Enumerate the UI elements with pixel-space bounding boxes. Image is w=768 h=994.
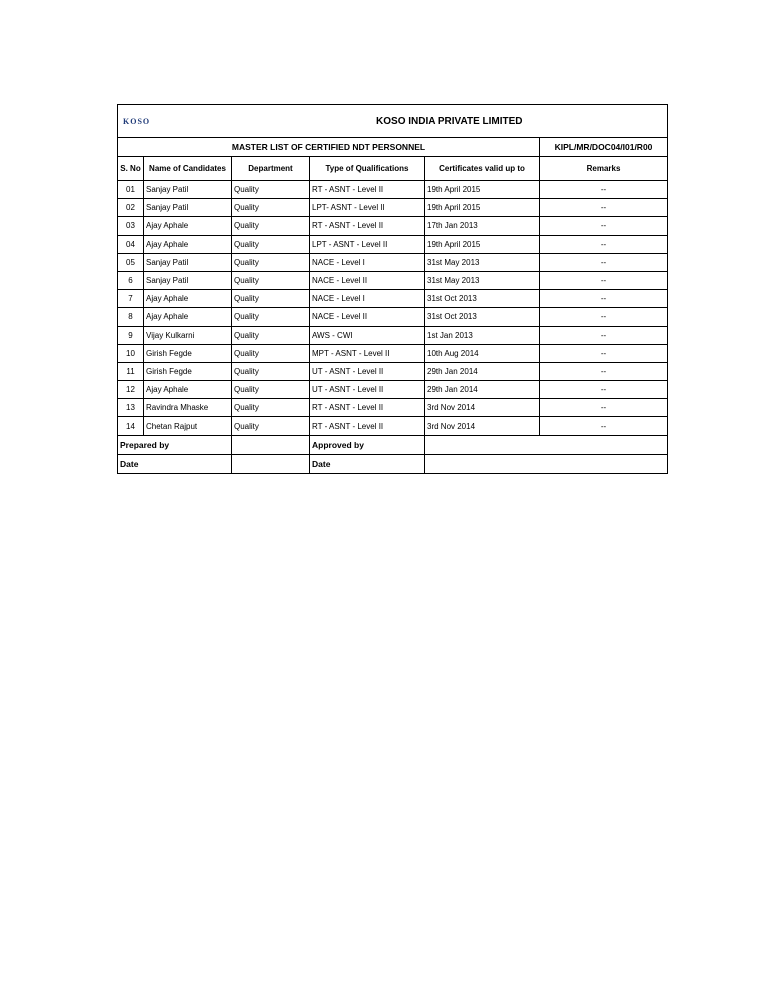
cell-qualification: LPT- ASNT - Level II (310, 199, 425, 217)
cell-remarks: -- (540, 381, 668, 399)
table-row (118, 271, 668, 289)
cell-remarks: -- (540, 399, 668, 417)
cell-sno: 01 (118, 181, 144, 199)
table-row (118, 381, 668, 399)
company-logo: KOSO (118, 105, 232, 138)
column-header-name: Name of Candidates (144, 157, 232, 181)
cell-sno: 12 (118, 381, 144, 399)
cell-valid-until: 31st May 2013 (425, 271, 540, 289)
cell-sno: 13 (118, 399, 144, 417)
title-row (118, 138, 668, 157)
approved-by-value (425, 435, 668, 454)
table-row (118, 362, 668, 380)
cell-valid-until: 31st Oct 2013 (425, 290, 540, 308)
cell-department: Quality (232, 417, 310, 435)
cell-remarks: -- (540, 235, 668, 253)
cell-qualification: RT - ASNT - Level II (310, 417, 425, 435)
cell-sno: 8 (118, 308, 144, 326)
cell-name: Sanjay Patil (144, 181, 232, 199)
cell-name: Girish Fegde (144, 344, 232, 362)
document-title: MASTER LIST OF CERTIFIED NDT PERSONNEL (118, 138, 540, 157)
cell-qualification: NACE - Level I (310, 290, 425, 308)
company-name: KOSO INDIA PRIVATE LIMITED (232, 105, 668, 138)
cell-sno: 7 (118, 290, 144, 308)
table-row (118, 344, 668, 362)
cell-qualification: UT - ASNT - Level II (310, 381, 425, 399)
cell-qualification: UT - ASNT - Level II (310, 362, 425, 380)
header-row (118, 105, 668, 138)
date-right-label: Date (310, 454, 425, 473)
table-row (118, 417, 668, 435)
cell-name: Vijay Kulkarni (144, 326, 232, 344)
cell-department: Quality (232, 362, 310, 380)
cell-valid-until: 31st May 2013 (425, 253, 540, 271)
cell-valid-until: 19th April 2015 (425, 235, 540, 253)
date-left-value (232, 454, 310, 473)
cell-remarks: -- (540, 290, 668, 308)
cell-name: Chetan Rajput (144, 417, 232, 435)
cell-valid-until: 31st Oct 2013 (425, 308, 540, 326)
cell-qualification: NACE - Level II (310, 308, 425, 326)
cell-department: Quality (232, 217, 310, 235)
cell-remarks: -- (540, 362, 668, 380)
date-left-label: Date (118, 454, 232, 473)
prepared-by-label: Prepared by (118, 435, 232, 454)
cell-remarks: -- (540, 181, 668, 199)
cell-sno: 9 (118, 326, 144, 344)
column-header-remarks: Remarks (540, 157, 668, 181)
cell-valid-until: 19th April 2015 (425, 181, 540, 199)
table-row (118, 181, 668, 199)
cell-name: Ravindra Mhaske (144, 399, 232, 417)
cell-name: Ajay Aphale (144, 381, 232, 399)
date-right-value (425, 454, 668, 473)
cell-valid-until: 3rd Nov 2014 (425, 399, 540, 417)
cell-department: Quality (232, 344, 310, 362)
table-row (118, 199, 668, 217)
cell-sno: 02 (118, 199, 144, 217)
table-row (118, 326, 668, 344)
cell-name: Girish Fegde (144, 362, 232, 380)
cell-qualification: RT - ASNT - Level II (310, 217, 425, 235)
cell-department: Quality (232, 326, 310, 344)
column-header-sno: S. No (118, 157, 144, 181)
cell-remarks: -- (540, 344, 668, 362)
cell-qualification: NACE - Level I (310, 253, 425, 271)
cell-qualification: RT - ASNT - Level II (310, 399, 425, 417)
cell-sno: 05 (118, 253, 144, 271)
cell-department: Quality (232, 271, 310, 289)
cell-remarks: -- (540, 326, 668, 344)
cell-department: Quality (232, 199, 310, 217)
cell-sno: 11 (118, 362, 144, 380)
cell-valid-until: 17th Jan 2013 (425, 217, 540, 235)
cell-sno: 6 (118, 271, 144, 289)
cell-name: Sanjay Patil (144, 253, 232, 271)
cell-department: Quality (232, 308, 310, 326)
table-row (118, 253, 668, 271)
cell-sno: 10 (118, 344, 144, 362)
approved-by-label: Approved by (310, 435, 425, 454)
cell-qualification: AWS - CWI (310, 326, 425, 344)
cell-qualification: RT - ASNT - Level II (310, 181, 425, 199)
cell-name: Ajay Aphale (144, 290, 232, 308)
cell-department: Quality (232, 253, 310, 271)
cell-department: Quality (232, 381, 310, 399)
cell-qualification: LPT - ASNT - Level II (310, 235, 425, 253)
cell-name: Ajay Aphale (144, 217, 232, 235)
table-row (118, 399, 668, 417)
table-row (118, 235, 668, 253)
date-row (118, 454, 668, 473)
document-number: KIPL/MR/DOC04/I01/R00 (540, 138, 668, 157)
column-header-validity: Certificates valid up to (425, 157, 540, 181)
cell-valid-until: 1st Jan 2013 (425, 326, 540, 344)
cell-name: Ajay Aphale (144, 308, 232, 326)
cell-name: Sanjay Patil (144, 199, 232, 217)
cell-remarks: -- (540, 217, 668, 235)
cell-name: Ajay Aphale (144, 235, 232, 253)
cell-department: Quality (232, 399, 310, 417)
cell-remarks: -- (540, 308, 668, 326)
cell-department: Quality (232, 235, 310, 253)
table-row (118, 290, 668, 308)
cell-valid-until: 29th Jan 2014 (425, 362, 540, 380)
column-header-qualification: Type of Qualifications (310, 157, 425, 181)
cell-valid-until: 10th Aug 2014 (425, 344, 540, 362)
table-row (118, 308, 668, 326)
prepared-by-value (232, 435, 310, 454)
cell-valid-until: 19th April 2015 (425, 199, 540, 217)
ndt-personnel-table (117, 104, 668, 474)
cell-remarks: -- (540, 417, 668, 435)
cell-remarks: -- (540, 271, 668, 289)
cell-remarks: -- (540, 199, 668, 217)
prepared-row (118, 435, 668, 454)
cell-valid-until: 3rd Nov 2014 (425, 417, 540, 435)
cell-sno: 14 (118, 417, 144, 435)
cell-name: Sanjay Patil (144, 271, 232, 289)
cell-department: Quality (232, 181, 310, 199)
table-row (118, 217, 668, 235)
cell-sno: 04 (118, 235, 144, 253)
column-header-row (118, 157, 668, 181)
cell-department: Quality (232, 290, 310, 308)
cell-qualification: MPT - ASNT - Level II (310, 344, 425, 362)
cell-sno: 03 (118, 217, 144, 235)
column-header-department: Department (232, 157, 310, 181)
cell-remarks: -- (540, 253, 668, 271)
cell-qualification: NACE - Level II (310, 271, 425, 289)
cell-valid-until: 29th Jan 2014 (425, 381, 540, 399)
